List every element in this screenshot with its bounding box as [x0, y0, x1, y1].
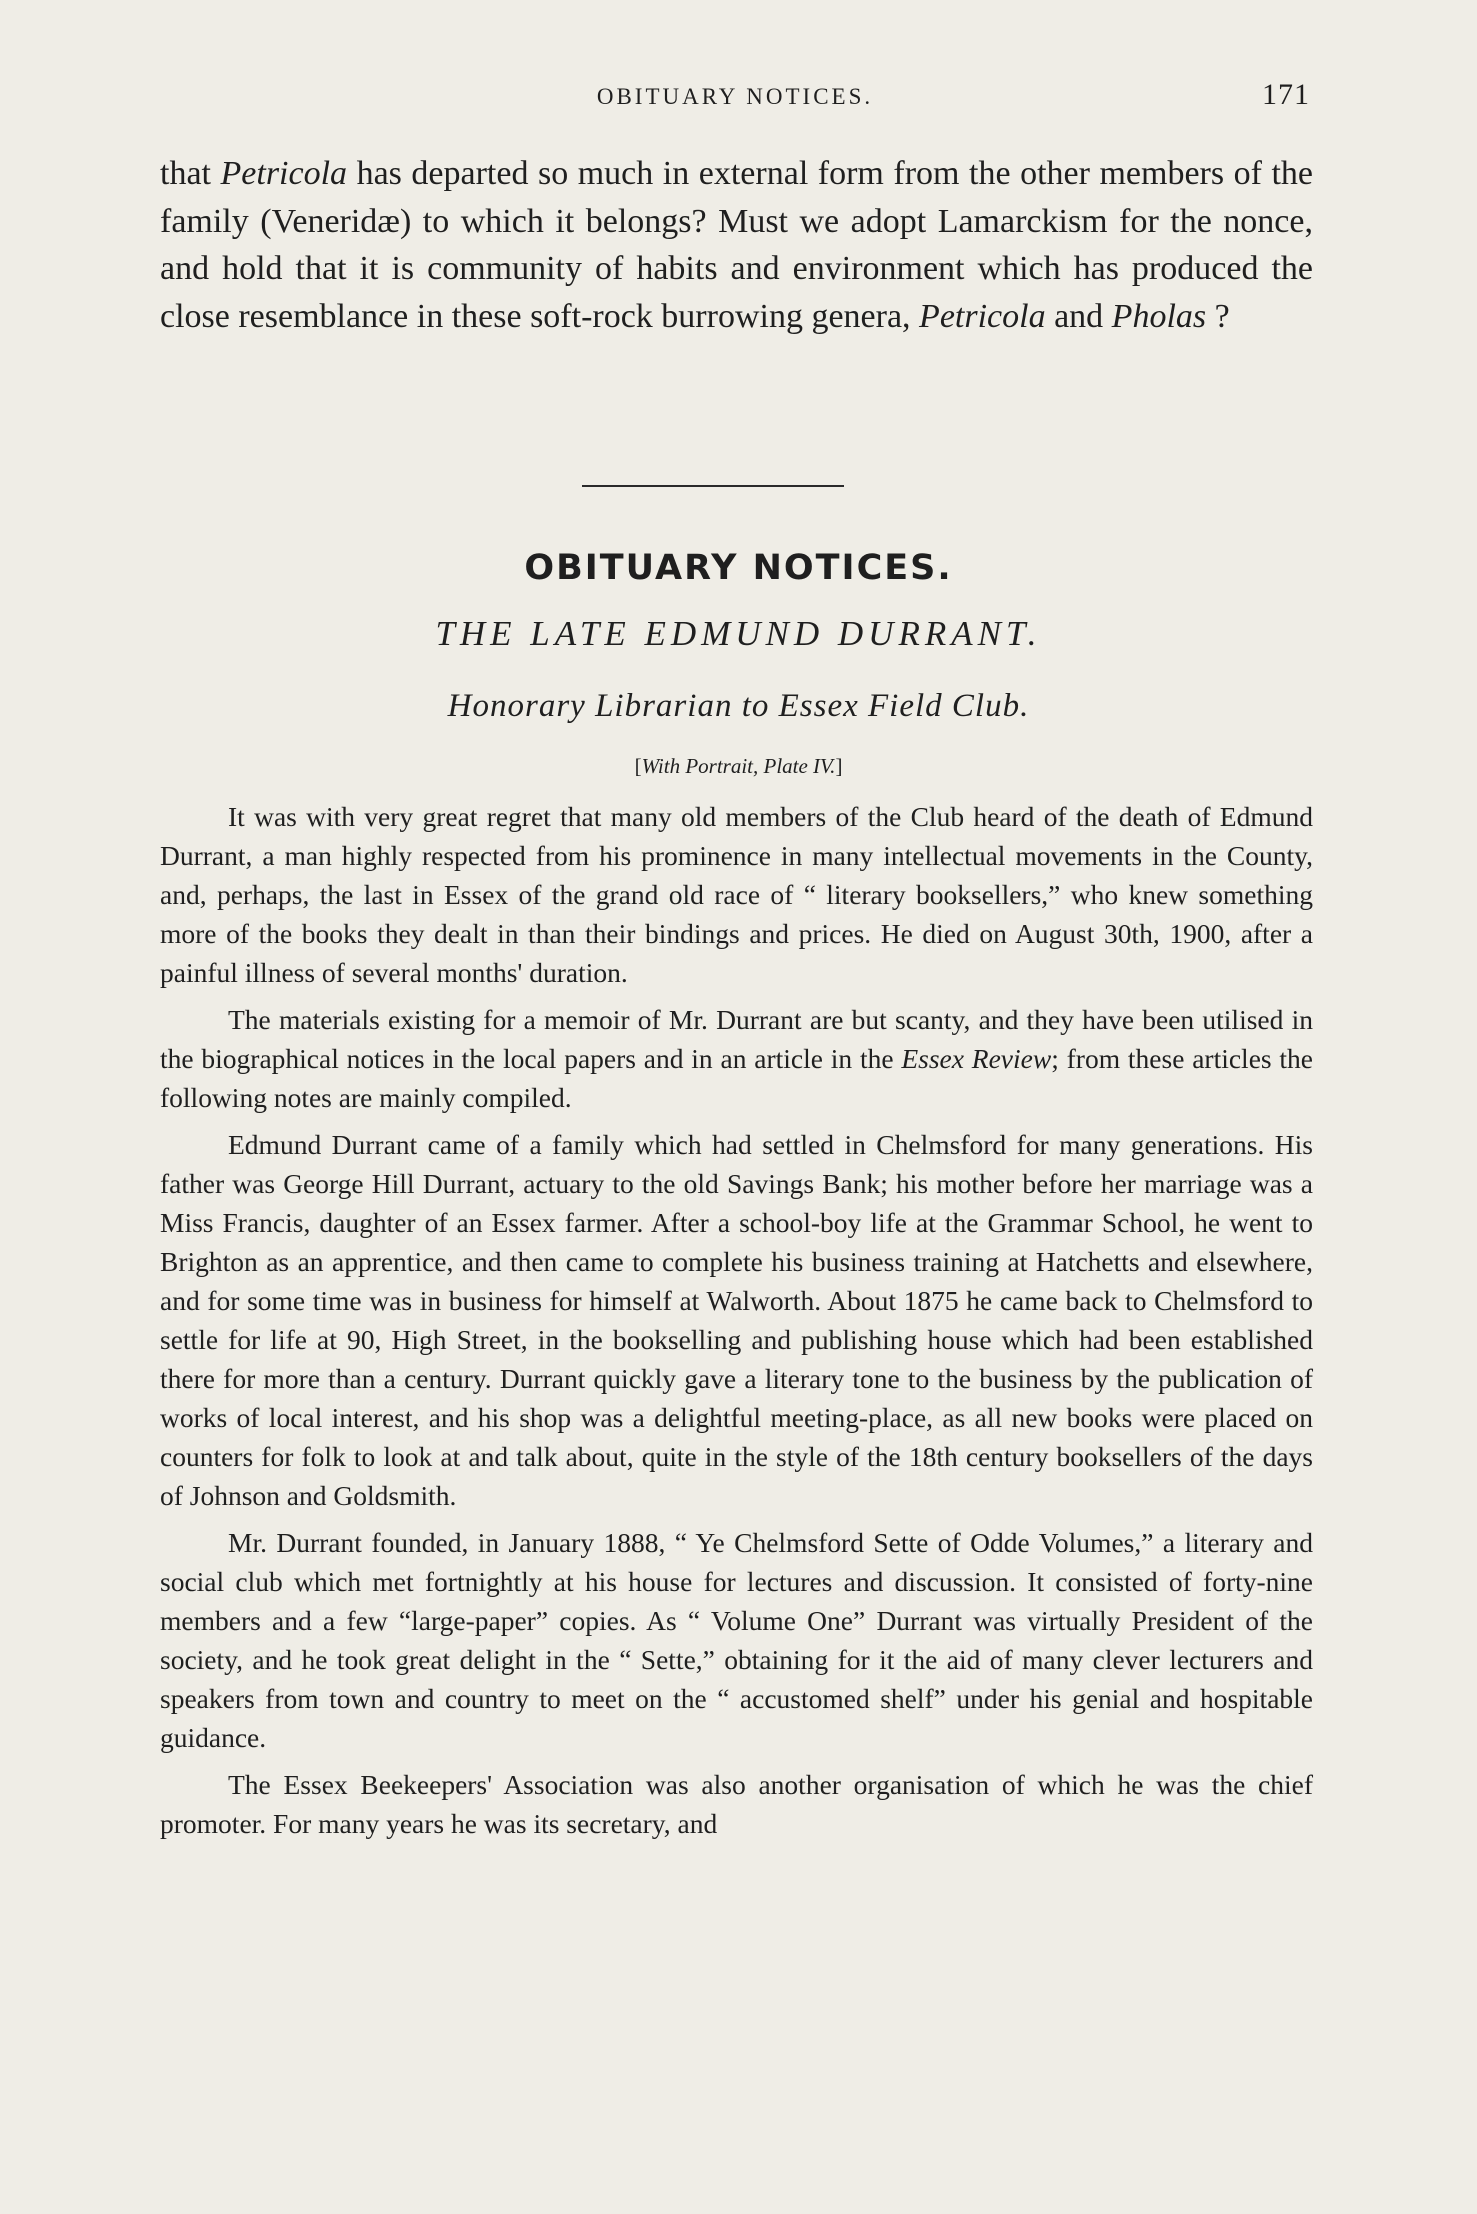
- section-title: OBITUARY NOTICES.: [524, 548, 953, 588]
- paragraph: The Essex Beekeepers' Association was also another organisation of which he was the chief promoter. For many years he was its secretary, and: [160, 1769, 1313, 1839]
- genus-name: Petricola: [220, 155, 348, 192]
- paragraph: Edmund Durrant came of a family which had settled in Chelmsford for many generations. His father was George Hill Durrant, actuary to the old Savings Bank; his mother before her marriage was a Miss Francis, daughter of an Essex farmer. After a school-boy life at the Grammar School, he went to Brighton as an apprentice, and then came to complete his business training at Hatchetts and elsewhere, and for some time was in business for himself at Walworth. About 1875 he came back to Chelmsford to settle for life at 90, High Street, in the bookselling and publishing house which had been established there for more than a century. Durrant quickly gave a literary tone to the business by the publication of works of local interest, and his shop was a delightful meeting-place, as all new books were placed on counters for folk to look at and talk about, quite in the style of the 18th century booksellers of the days of Johnson and Goldsmith.: [160, 1129, 1313, 1511]
- genus-name: Pholas: [1111, 297, 1207, 335]
- portrait-note: [With Portrait, Plate IV.]: [634, 754, 843, 778]
- obituary-subject: THE LATE EDMUND DURRANT.: [435, 614, 1042, 653]
- paragraph: It was with very great regret that many old members of the Club heard of the death of Edmund Durrant, a man highly respected from his prominence in many intellectual movements in the County, and, perhaps, the last in Essex of the grand old race of “ literary booksellers,” who knew something more of the books they dealt in than their bindings and prices. He died on August 30th, 1900, after a painful illness of several months' duration.: [160, 801, 1313, 988]
- paragraph: The materials existing for a memoir of Mr. Durrant are but scanty, and they have been utilised in the biographical notices in the local papers and in an article in the Essex Review; from these articles the following notes are mainly compiled.: [160, 1004, 1314, 1113]
- obituary-role: Honorary Librarian to Essex Field Club.: [447, 688, 1030, 724]
- publication-title: Essex Review: [901, 1043, 1052, 1074]
- intro-paragraph: that Petricola has departed so much in external form from the other members of the family (Veneridæ) to which it belongs? Must we adopt Lamarckism for the nonce, and hold that it is community of habits and environment which has produced the close resemblance in these soft-rock burrowing genera, Petricola and Pholas ?: [160, 155, 1313, 335]
- running-header: [160, 78, 1310, 124]
- running-title: OBITUARY NOTICES.: [596, 84, 874, 109]
- section-divider: [582, 485, 844, 487]
- page-number: 171: [1262, 78, 1310, 111]
- obituary-body: [160, 797, 1313, 1851]
- genus-name: Petricola: [919, 297, 1046, 335]
- paragraph: Mr. Durrant founded, in January 1888, “ Ye Chelmsford Sette of Odde Volumes,” a literary and social club which met fortnightly at his house for lectures and discussion. It consisted of forty-nine members and a few “large-paper” copies. As “ Volume One” Durrant was virtually President of the society, and he took great delight in the “ Sette,” obtaining for it the aid of many clever lecturers and speakers from town and country to meet on the “ accustomed shelf” under his genial and hospitable guidance.: [160, 1527, 1313, 1753]
